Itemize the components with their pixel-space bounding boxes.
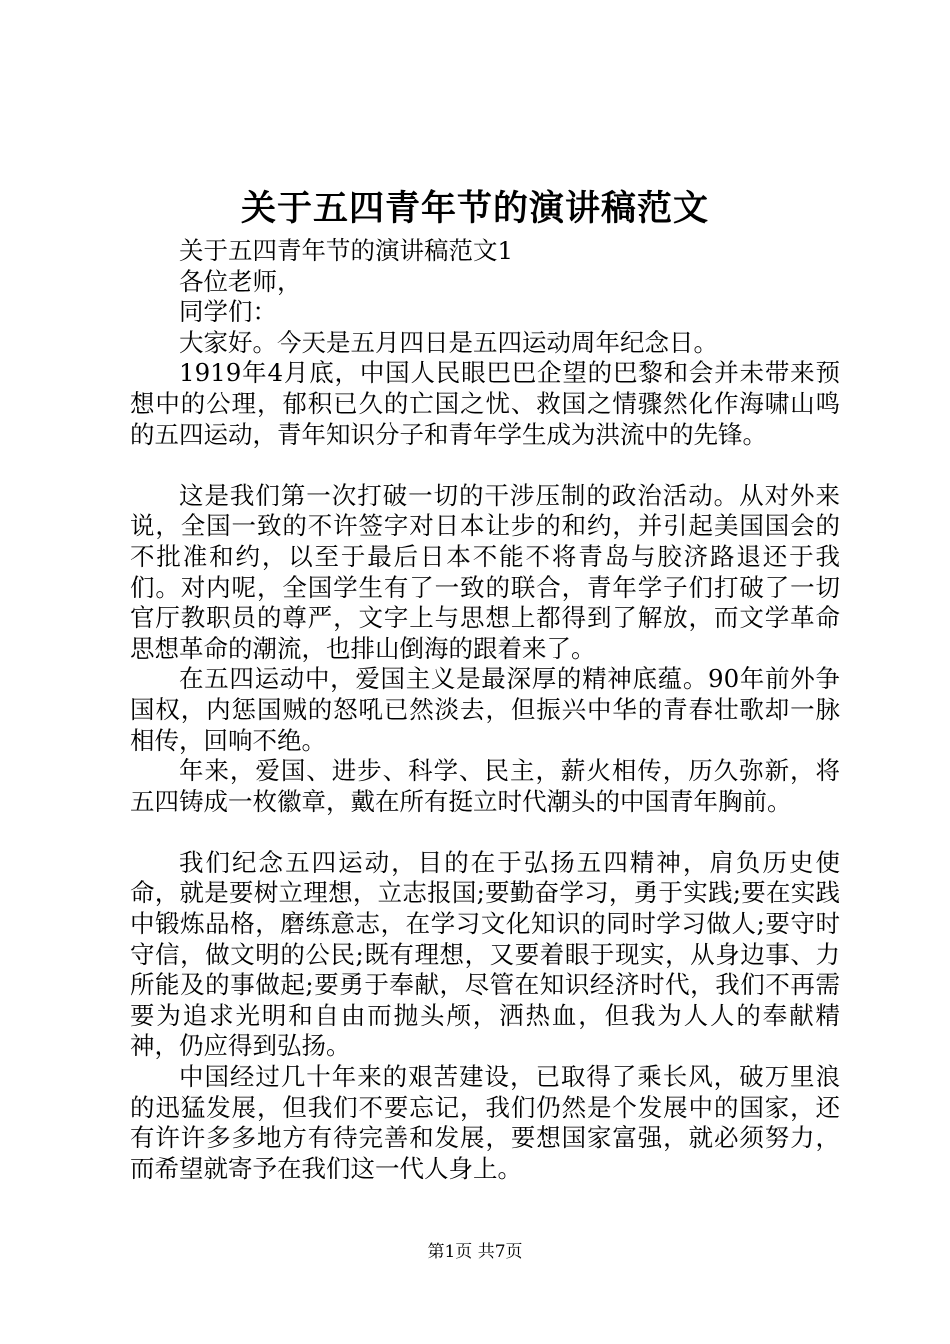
paragraph-greeting: 大家好。今天是五月四日是五四运动周年纪念日。 [179,327,718,357]
paragraph-salutation-teachers: 各位老师， [179,266,302,296]
page-number-footer: 第1页 共7页 [427,1242,523,1262]
paragraph-salutation-students: 同学们： [179,297,277,327]
paragraph-china-development: 中国经过几十年来的艰苦建设，已取得了乘长风，破万里浪的迅猛发展，但我们不要忘记，我们仍然是个发展中的国家，还有许许多多地方有待完善和发展，要想国家富强，就必须努力，而希望就寄予在我们这一代人身上。 [130,1062,840,1183]
paragraph-patriotism: 在五四运动中，爱国主义是最深厚的精神底蕴。90年前外争国权，内惩国贼的怒吼已然淡去，但振兴中华的青春壮歌却一脉相传，回响不绝。 [130,664,840,755]
document-title: 关于五四青年节的演讲稿范文 [240,188,709,229]
paragraph-first-political-activity: 这是我们第一次打破一切的干涉压制的政治活动。从对外来说，全国一致的不许签字对日本让步的和约，并引起美国国会的不批准和约，以至于最后日本不能不将青岛与胶济路退还于我们。对内呢，全国学生有了一致的联合，青年学子们打破了一切官厅教职员的尊严，文字上与思想上都得到了解放，而文学革命思想革命的潮流，也排山倒海的跟着来了。 [130,480,840,663]
paragraph-heading: 关于五四青年节的演讲稿范文1 [179,236,514,265]
paragraph-1919-background: 1919年4月底，中国人民眼巴巴企望的巴黎和会并未带来预想中的公理，郁积已久的亡国之忧、救国之情骤然化作海啸山鸣的五四运动，青年知识分子和青年学生成为洪流中的先锋。 [130,358,840,449]
paragraph-commemorate: 我们纪念五四运动，目的在于弘扬五四精神，肩负历史使命，就是要树立理想，立志报国;要勤奋学习，勇于实践;要在实践中锻炼品格，磨练意志，在学习文化知识的同时学习做人;要守时守信，做文明的公民;既有理想，又要着眼于现实，从身边事、力所能及的事做起;要勇于奉献，尽管在知识经济时代，我们不再需要为追求光明和自由而抛头颅，洒热血，但我为人人的奉献精神，仍应得到弘扬。 [130,847,840,1061]
paragraph-badge: 年来，爱国、进步、科学、民主，薪火相传，历久弥新，将五四铸成一枚徽章，戴在所有挺立时代潮头的中国青年胸前。 [130,756,840,816]
document-body [130,236,840,1184]
